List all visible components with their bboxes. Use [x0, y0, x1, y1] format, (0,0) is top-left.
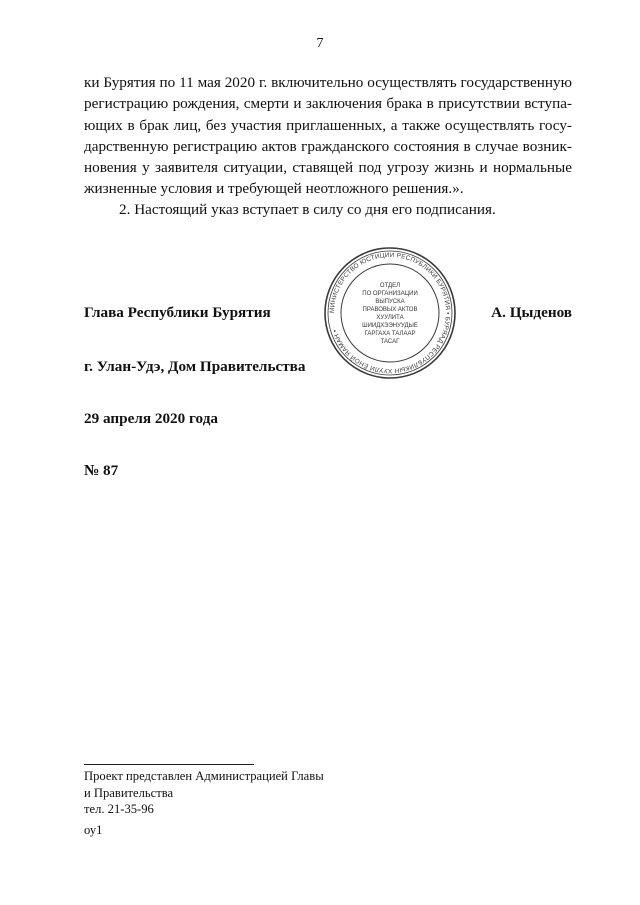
stamp-center-line: ШИИДХЭЭНУУДЫЕ — [362, 323, 418, 329]
stamp-center-line: ТАСАГ — [380, 339, 400, 345]
body-paragraph-2: 2. Настоящий указ вступает в силу со дня его подписания. — [119, 201, 496, 218]
signature-title: Глава Республики Бурятия — [84, 304, 271, 321]
footnote — [84, 768, 324, 818]
paragraph-line: ки Бурятия по 11 мая 2020 г. включительно осуществлять государственную — [84, 74, 572, 91]
footnote-divider — [84, 764, 254, 765]
footnote-line: Проект представлен Администрацией Главы — [84, 769, 324, 783]
paragraph-line: жизненные условия и требующей неотложного решения.». — [84, 180, 464, 198]
page-number: 7 — [316, 36, 324, 51]
stamp-center-line: ГАРГАХА ТАЛААР — [364, 331, 416, 337]
footnote-line: и Правительства — [84, 785, 174, 800]
stamp-center-line: ОТДЕЛ — [379, 283, 401, 289]
signatory-name: А. Цыденов — [491, 304, 572, 321]
official-seal-stamp — [323, 246, 457, 380]
stamp-center-line: ХУУЛИТА — [376, 315, 404, 321]
paragraph-line: новения у заявителя ситуации, ставящей под угрозу жизнь и нормальные — [84, 159, 572, 177]
paragraph-line: регистрацию рождения, смерти и заключения брака в присутствии вступа- — [84, 95, 572, 113]
document-code: оу1 — [84, 823, 103, 837]
svg-text:МИНИСТЕРСТВО ЮСТИЦИИ РЕСПУБЛИК: МИНИСТЕРСТВО ЮСТИЦИИ РЕСПУБЛИКИ БУРЯТИЯ • БУРЯАД РЕСПУБЛИКЫН ХУУЛИ ЁНОЙ ЯАМАН • — [328, 251, 452, 375]
paragraph-line: ющих в брак лиц, без участия приглашенных, а также осуществлять госу- — [84, 116, 572, 134]
signing-date: 29 апреля 2020 года — [84, 410, 218, 427]
stamp-center-line: ПРАВОВЫХ АКТОВ — [362, 307, 418, 313]
stamp-center-line: ВЫПУСКА — [375, 299, 405, 305]
footnote-line: тел. 21-35-96 — [84, 802, 154, 817]
signing-place: г. Улан-Удэ, Дом Правительства — [84, 358, 306, 375]
paragraph-line: дарственную регистрацию актов гражданского состояния в случае возник- — [84, 137, 572, 155]
decree-number: № 87 — [84, 462, 119, 479]
body-paragraph-1 — [84, 72, 572, 200]
stamp-center-line: ПО ОРГАНИЗАЦИИ — [362, 291, 418, 297]
